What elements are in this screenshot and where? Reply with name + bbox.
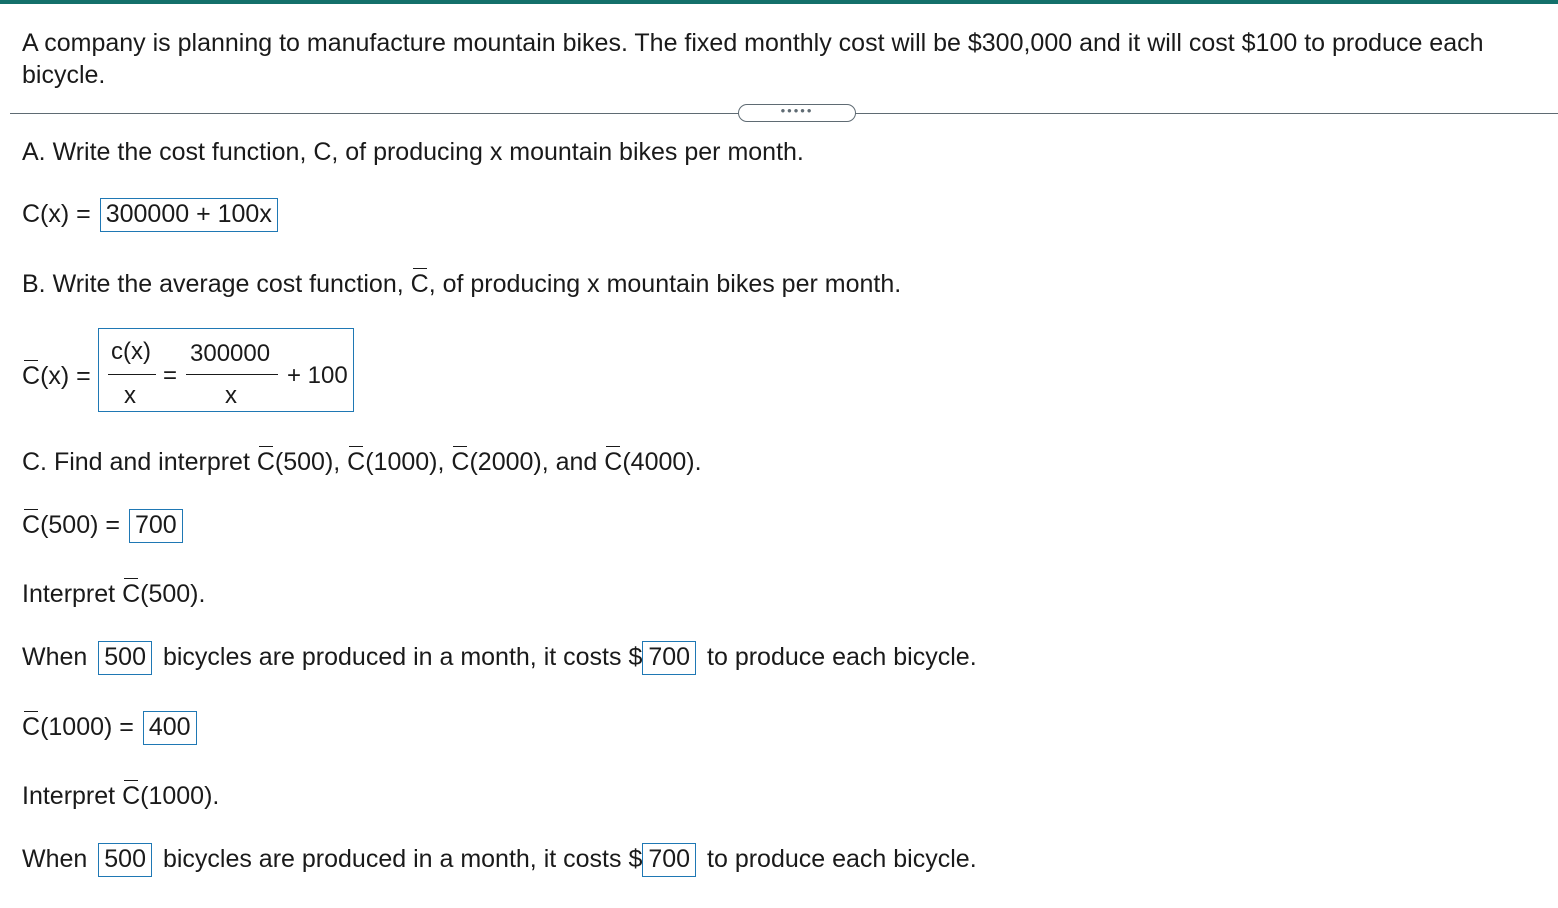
c-bar-symbol: C xyxy=(22,511,41,539)
fraction-equals: = xyxy=(163,362,178,389)
c500-row: C(500) = 700 xyxy=(22,509,183,543)
interpret-1000-cost-box[interactable]: 700 xyxy=(642,843,696,877)
interpret-500-qty-box[interactable]: 500 xyxy=(98,641,152,675)
fraction-tail: + 100 xyxy=(287,362,348,389)
part-a-answer-row xyxy=(22,198,278,232)
c-bar-symbol: C xyxy=(604,448,623,476)
fraction2-numerator: 300000 xyxy=(190,340,271,367)
part-a-question: A. Write the cost function, C, of producing x mountain bikes per month. xyxy=(22,138,804,166)
part-b-lhs: C(x) = xyxy=(22,362,91,390)
c-bar-symbol: C xyxy=(410,270,429,298)
fraction1-numerator: c(x) xyxy=(111,338,151,365)
interpret-500-label: Interpret C(500). xyxy=(22,580,206,608)
interpret-1000-sentence: When 500 bicycles are produced in a month, it costs $ 700 to produce each bicycle. xyxy=(22,843,977,877)
c-bar-symbol: C xyxy=(451,448,470,476)
part-b-question: B. Write the average cost function, C, of producing x mountain bikes per month. xyxy=(22,270,902,298)
c1000-answer-box[interactable]: 400 xyxy=(143,711,197,745)
c500-answer-box[interactable]: 700 xyxy=(129,509,183,543)
interpret-500-sentence: When 500 bicycles are produced in a month, it costs $ 700 to produce each bicycle. xyxy=(22,641,977,675)
c1000-row: C(1000) = 400 xyxy=(22,711,197,745)
c-bar-symbol: C xyxy=(347,448,366,476)
c-bar-symbol: C xyxy=(22,713,41,741)
interpret-1000-label: Interpret C(1000). xyxy=(22,782,220,810)
c-bar-symbol: C xyxy=(122,580,141,608)
interpret-1000-qty-box[interactable]: 500 xyxy=(98,843,152,877)
show-more-button[interactable]: ••••• xyxy=(738,104,856,122)
fraction2-denominator: x xyxy=(225,382,237,409)
problem-statement: A company is planning to manufacture mountain bikes. The fixed monthly cost will be $300,000 and it will cost $100 to produce each bicycle. xyxy=(22,29,1484,89)
c-bar-symbol: C xyxy=(122,782,141,810)
fraction2-bar xyxy=(186,374,278,375)
top-accent-bar xyxy=(0,0,1558,4)
part-c-question: C. Find and interpret C(500), C(1000), C(2000), and C(4000). xyxy=(22,448,702,476)
part-a-answer-box[interactable]: 300000 + 100x xyxy=(100,198,278,232)
fraction1-bar xyxy=(108,374,156,375)
interpret-500-cost-box[interactable]: 700 xyxy=(642,641,696,675)
fraction1-denominator: x xyxy=(124,382,136,409)
c-bar-symbol: C xyxy=(256,448,275,476)
c-bar-symbol: C xyxy=(22,362,41,390)
part-a-lhs: C(x) = xyxy=(22,200,91,228)
